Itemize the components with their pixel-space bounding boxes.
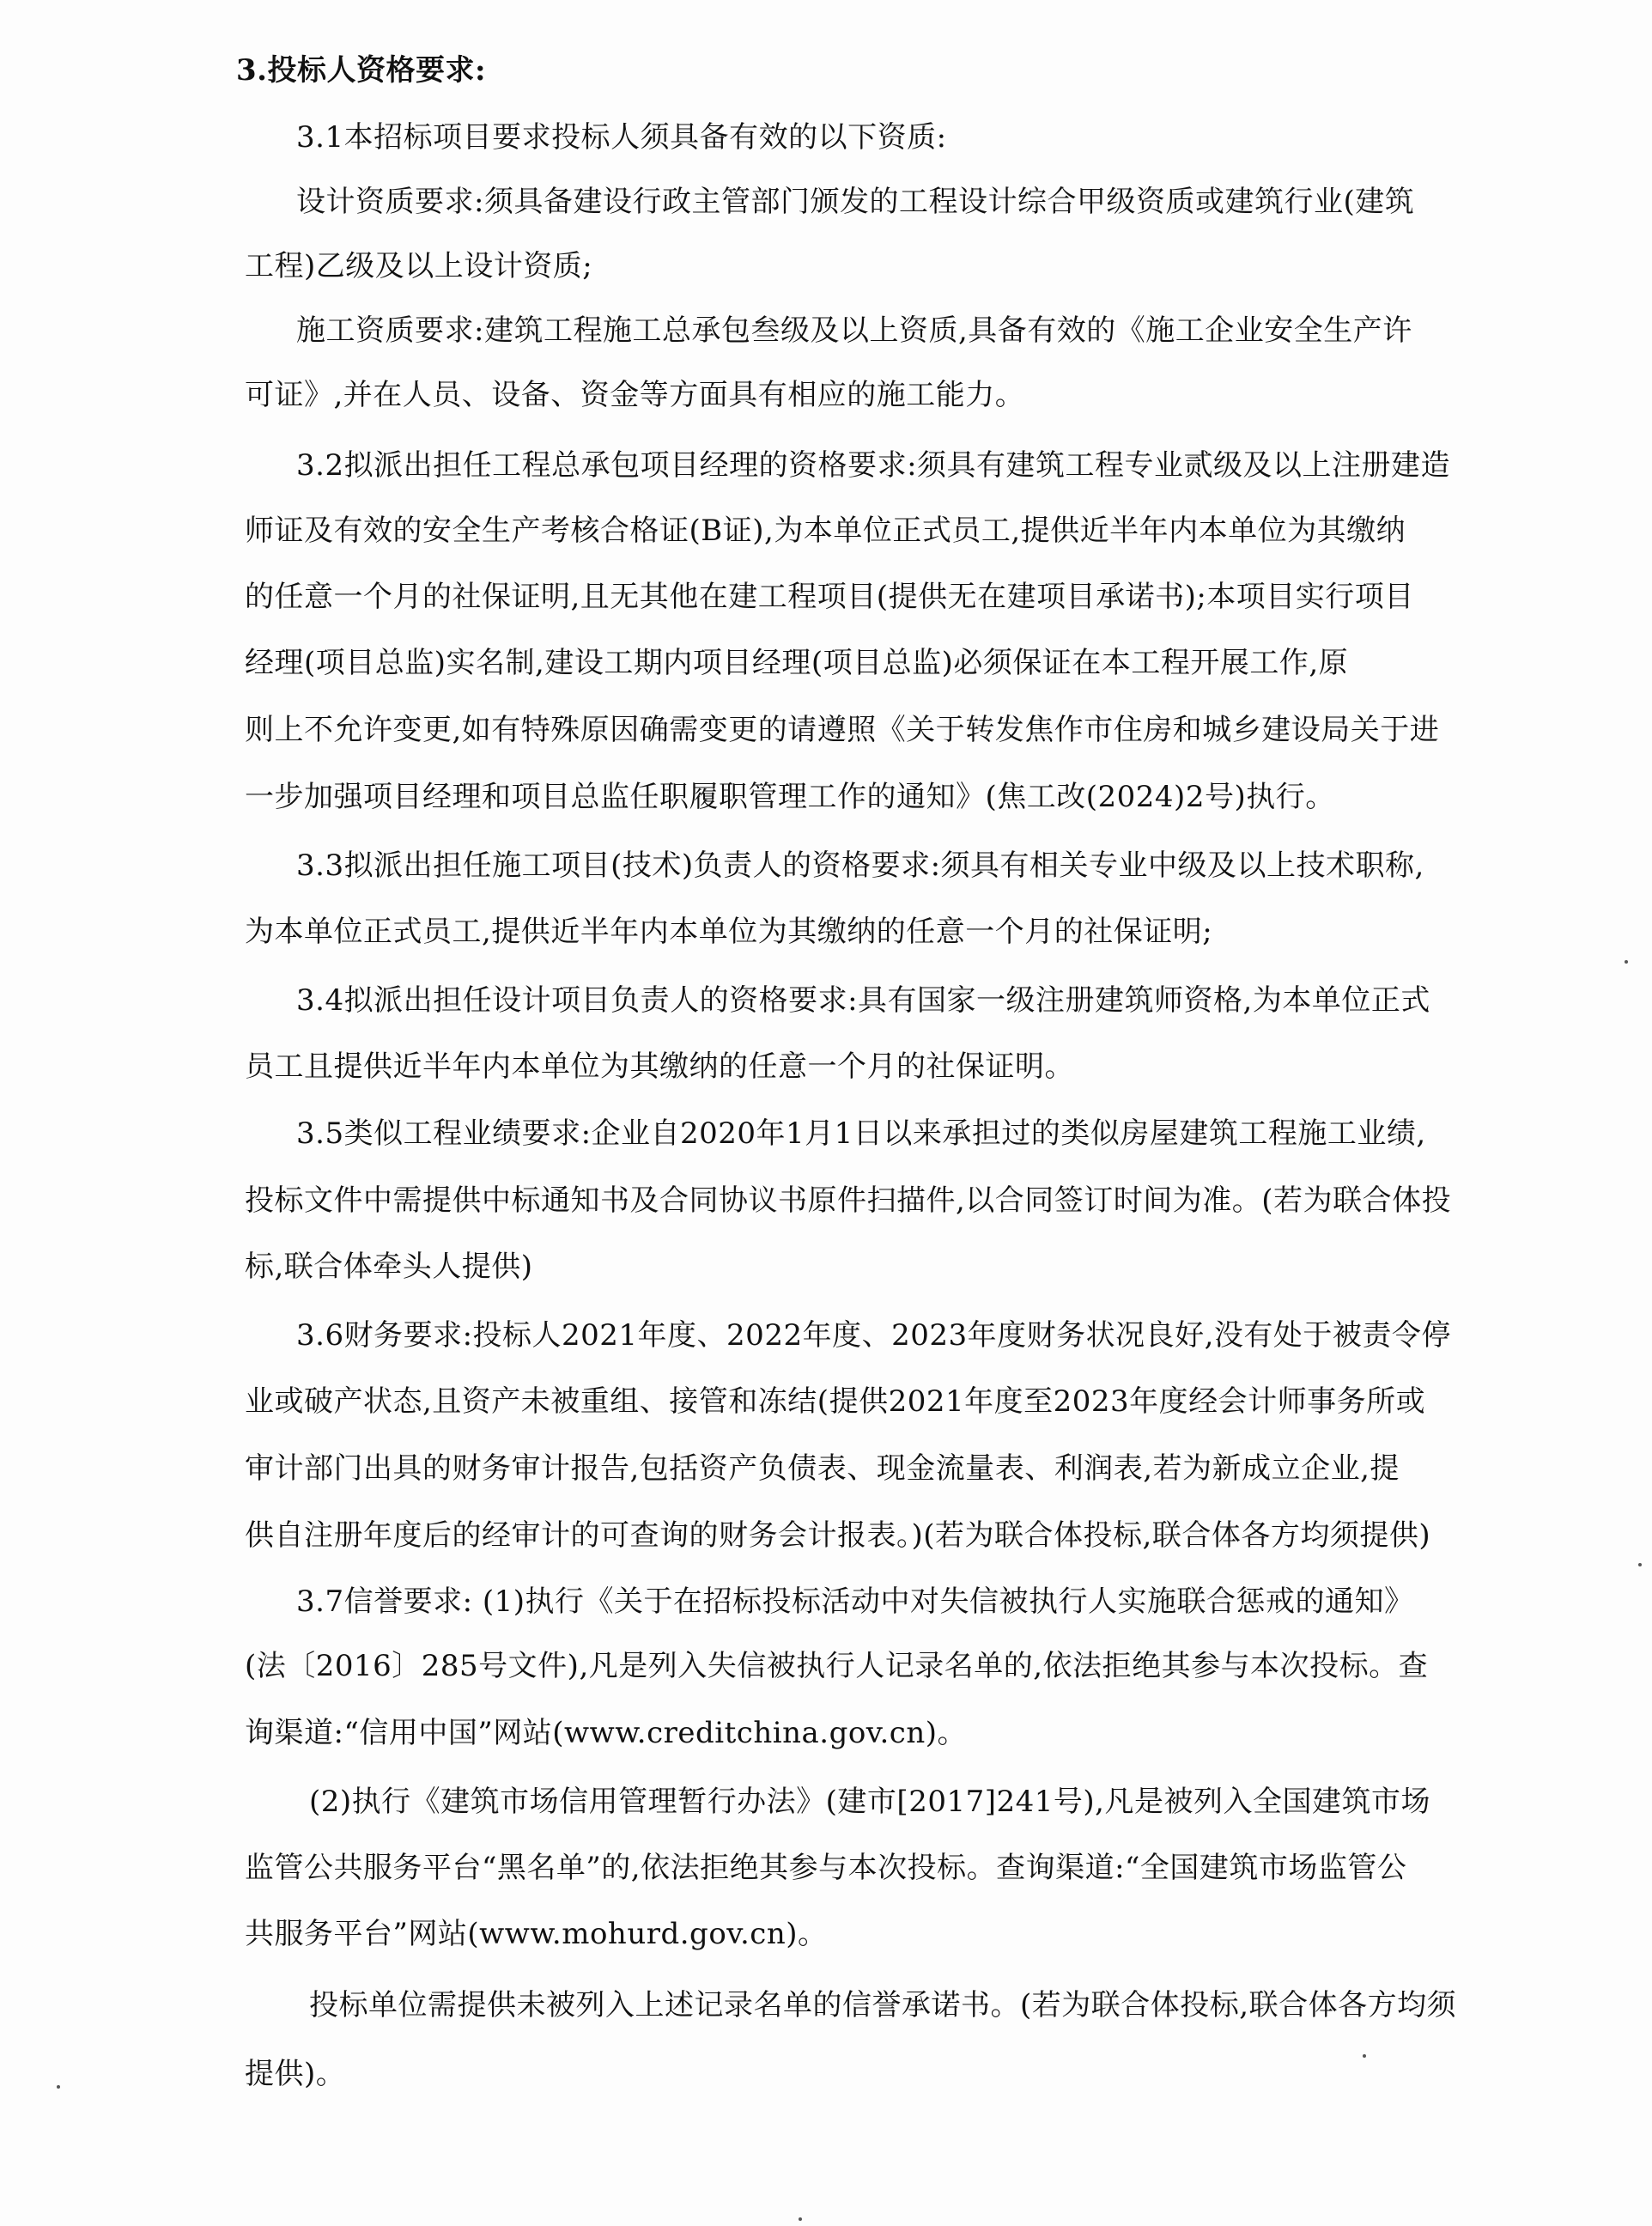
scan-speck bbox=[1625, 960, 1628, 964]
text-line: 投标文件中需提供中标通知书及合同协议书原件扫描件,以合同签订时间为准。(若为联合体投 bbox=[245, 1183, 1452, 1218]
text-line: 设计资质要求:须具备建设行政主管部门颁发的工程设计综合甲级资质或建筑行业(建筑 bbox=[296, 185, 1415, 219]
text-line: 标,联合体牵头人提供) bbox=[245, 1250, 533, 1284]
text-line: 监管公共服务平台“黑名单”的,依法拒绝其参与本次投标。查询渠道:“全国建筑市场监管公 bbox=[245, 1851, 1407, 1885]
text-line: 则上不允许变更,如有特殊原因确需变更的请遵照《关于转发焦作市住房和城乡建设局关于进 bbox=[245, 713, 1440, 747]
text-line: 为本单位正式员工,提供近半年内本单位为其缴纳的任意一个月的社保证明; bbox=[245, 915, 1213, 949]
text-line: 员工且提供近半年内本单位为其缴纳的任意一个月的社保证明。 bbox=[245, 1049, 1074, 1084]
text-line: 询渠道:“信用中国”网站(www.creditchina.gov.cn)。 bbox=[245, 1716, 967, 1750]
text-line: (2)执行《建筑市场信用管理暂行办法》(建市[2017]241号),凡是被列入全国建筑市场 bbox=[309, 1785, 1430, 1819]
text-line: 一步加强项目经理和项目总监任职履职管理工作的通知》(焦工改(2024)2号)执行。 bbox=[245, 780, 1335, 814]
text-line: 共服务平台”网站(www.mohurd.gov.cn)。 bbox=[245, 1917, 828, 1951]
scan-speck bbox=[1363, 2054, 1366, 2058]
text-line: 投标单位需提供未被列入上述记录名单的信誉承诺书。(若为联合体投标,联合体各方均须 bbox=[309, 1988, 1457, 2022]
text-line: 施工资质要求:建筑工程施工总承包叁级及以上资质,具备有效的《施工企业安全生产许 bbox=[296, 313, 1412, 348]
text-line: 3.2拟派出担任工程总承包项目经理的资格要求:须具有建筑工程专业贰级及以上注册建造 bbox=[296, 448, 1451, 483]
text-line: 可证》,并在人员、设备、资金等方面具有相应的施工能力。 bbox=[245, 378, 1025, 412]
text-line: 业或破产状态,且资产未被重组、接管和冻结(提供2021年度至2023年度经会计师事务所或 bbox=[245, 1384, 1426, 1419]
text-line: 的任意一个月的社保证明,且无其他在建工程项目(提供无在建项目承诺书);本项目实行项目 bbox=[245, 580, 1414, 614]
text-line: 供自注册年度后的经审计的可查询的财务会计报表。)(若为联合体投标,联合体各方均须提供) bbox=[245, 1518, 1431, 1553]
text-line: 提供)。 bbox=[245, 2057, 346, 2091]
scan-speck bbox=[799, 2217, 802, 2221]
scan-speck bbox=[57, 2085, 60, 2089]
text-line: 3.7信誉要求: (1)执行《关于在招标投标活动中对失信被执行人实施联合惩戒的通知》 bbox=[296, 1584, 1414, 1619]
text-line: 3.4拟派出担任设计项目负责人的资格要求:具有国家一级注册建筑师资格,为本单位正式 bbox=[296, 983, 1430, 1018]
scan-speck bbox=[1638, 1563, 1642, 1566]
text-line: 3.3拟派出担任施工项目(技术)负责人的资格要求:须具有相关专业中级及以上技术职称, bbox=[296, 848, 1424, 883]
section-heading: 3.投标人资格要求: bbox=[236, 53, 487, 88]
text-line: 3.5类似工程业绩要求:企业自2020年1月1日以来承担过的类似房屋建筑工程施工业绩, bbox=[296, 1116, 1426, 1151]
text-line: 经理(项目总监)实名制,建设工期内项目经理(项目总监)必须保证在本工程开展工作,原 bbox=[245, 646, 1349, 680]
text-line: 3.1本招标项目要求投标人须具备有效的以下资质: bbox=[296, 120, 947, 155]
text-line: 审计部门出具的财务审计报告,包括资产负债表、现金流量表、利润表,若为新成立企业,提 bbox=[245, 1451, 1400, 1486]
text-line: (法〔2016〕285号文件),凡是列入失信被执行人记录名单的,依法拒绝其参与本次投标。查 bbox=[245, 1649, 1429, 1683]
text-line: 师证及有效的安全生产考核合格证(B证),为本单位正式员工,提供近半年内本单位为其缴纳 bbox=[245, 514, 1406, 548]
text-line: 3.6财务要求:投标人2021年度、2022年度、2023年度财务状况良好,没有处于被责令停 bbox=[296, 1318, 1451, 1353]
text-line: 工程)乙级及以上设计资质; bbox=[245, 249, 593, 283]
